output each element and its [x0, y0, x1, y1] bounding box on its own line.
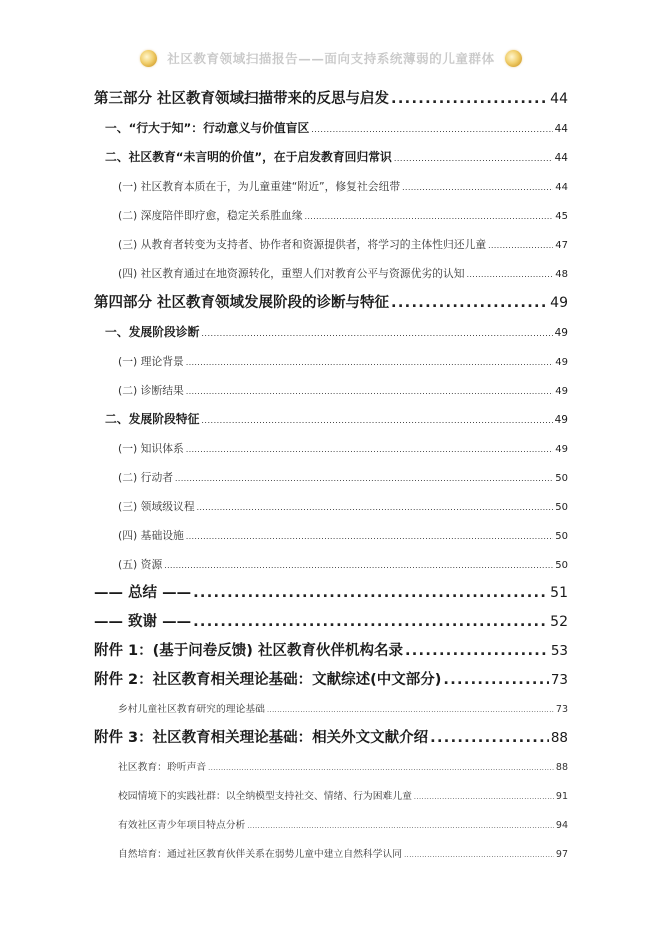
toc-entry[interactable]	[94, 347, 568, 376]
toc-entry[interactable]	[94, 666, 568, 695]
toc-entry[interactable]	[94, 840, 568, 869]
toc-dot-leader	[186, 348, 553, 377]
toc-page-number: 49	[555, 444, 568, 455]
toc-dot-leader	[402, 173, 553, 202]
toc-entry[interactable]	[94, 405, 568, 434]
table-of-contents	[94, 84, 568, 869]
toc-page-number: 88	[550, 730, 568, 746]
toc-entry-title: 二、发展阶段特征	[105, 412, 200, 426]
toc-entry-title: (三) 从教育者转变为支持者、协作者和资源提供者，将学习的主体性归还儿童	[118, 238, 487, 251]
toc-entry[interactable]	[94, 695, 568, 724]
running-header	[0, 44, 662, 72]
toc-entry[interactable]	[94, 782, 568, 811]
toc-dot-leader	[193, 579, 548, 608]
toc-entry-title: (一) 知识体系	[118, 442, 184, 455]
toc-entry-title: 第四部分 社区教育领域发展阶段的诊断与特征	[94, 295, 390, 311]
toc-entry-title: 一、“行大于知”：行动意义与价值盲区	[105, 121, 310, 135]
toc-dot-leader	[391, 288, 548, 318]
toc-dot-leader	[405, 637, 549, 666]
toc-dot-leader	[186, 435, 553, 464]
toc-entry[interactable]	[94, 172, 568, 201]
toc-page-number: 49	[555, 386, 568, 397]
toc-page-number: 44	[554, 152, 568, 164]
toc-entry-title: —— 致谢 ——	[94, 614, 192, 630]
toc-page-number: 44	[554, 123, 568, 135]
toc-entry[interactable]	[94, 579, 568, 608]
toc-entry[interactable]	[94, 376, 568, 405]
toc-dot-leader	[175, 464, 553, 493]
toc-entry[interactable]	[94, 230, 568, 259]
toc-page-number: 49	[550, 295, 568, 311]
toc-entry-title: 第三部分 社区教育领域扫描带来的反思与启发	[94, 91, 390, 107]
toc-dot-leader	[394, 144, 553, 173]
toc-entry[interactable]	[94, 521, 568, 550]
toc-entry[interactable]	[94, 492, 568, 521]
toc-entry-title: 附件 1：(基于问卷反馈) 社区教育伙伴机构名录	[94, 643, 403, 659]
toc-dot-leader	[208, 754, 554, 783]
toc-dot-leader	[305, 202, 554, 231]
toc-page-number: 53	[550, 643, 568, 659]
toc-dot-leader	[164, 551, 553, 580]
toc-page-number: 45	[555, 211, 568, 222]
toc-page-number: 52	[550, 614, 568, 630]
toc-dot-leader	[467, 260, 554, 289]
toc-page-number: 94	[555, 820, 568, 831]
toc-entry-title: 社区教育：聆听声音	[118, 762, 207, 773]
toc-dot-leader	[404, 841, 554, 870]
toc-entry[interactable]	[94, 434, 568, 463]
toc-page-number: 49	[554, 327, 568, 339]
toc-page-number: 91	[555, 791, 568, 802]
toc-dot-leader	[201, 319, 552, 348]
toc-entry-title: (二) 诊断结果	[118, 384, 184, 397]
toc-page-number: 97	[555, 849, 568, 860]
toc-entry[interactable]	[94, 288, 568, 318]
toc-entry[interactable]	[94, 811, 568, 840]
toc-entry[interactable]	[94, 753, 568, 782]
toc-dot-leader	[311, 115, 552, 144]
toc-dot-leader	[197, 493, 554, 522]
toc-entry-title: 二、社区教育“未言明的价值”，在于启发教育回归常识	[105, 150, 392, 164]
toc-entry-title: (三) 领域级议程	[118, 500, 195, 513]
toc-page-number: 50	[555, 531, 568, 542]
toc-dot-leader	[186, 522, 553, 551]
toc-entry-title: (一) 社区教育本质在于，为儿童重建“附近”，修复社会纽带	[118, 180, 401, 193]
toc-dot-leader	[430, 724, 549, 753]
toc-entry-title: 附件 2：社区教育相关理论基础：文献综述(中文部分)	[94, 672, 442, 688]
toc-entry-title: (五) 资源	[118, 558, 163, 571]
toc-dot-leader	[443, 666, 548, 695]
toc-page-number: 88	[555, 762, 568, 773]
toc-page-number: 44	[555, 182, 568, 193]
toc-entry[interactable]	[94, 724, 568, 753]
toc-entry[interactable]	[94, 259, 568, 288]
toc-entry[interactable]	[94, 143, 568, 172]
toc-entry[interactable]	[94, 463, 568, 492]
toc-page-number: 51	[550, 585, 568, 601]
toc-entry-title: 有效社区青少年项目特点分析	[118, 820, 246, 831]
toc-dot-leader	[391, 84, 548, 114]
gold-orb-icon	[140, 50, 157, 67]
toc-entry-title: 校园情境下的实践社群：以全纳模型支持社交、情绪、行为困难儿童	[118, 791, 412, 802]
toc-dot-leader	[201, 406, 552, 435]
toc-entry[interactable]	[94, 318, 568, 347]
toc-entry[interactable]	[94, 201, 568, 230]
toc-page-number: 50	[555, 502, 568, 513]
toc-entry-title: 自然培育：通过社区教育伙伴关系在弱势儿童中建立自然科学认同	[118, 849, 403, 860]
toc-entry[interactable]	[94, 84, 568, 114]
toc-entry-title: 乡村儿童社区教育研究的理论基础	[118, 704, 265, 715]
toc-entry-title: (二) 深度陪伴即疗愈，稳定关系胜血缘	[118, 209, 303, 222]
toc-dot-leader	[488, 231, 553, 260]
toc-entry-title: (二) 行动者	[118, 471, 174, 484]
toc-entry[interactable]	[94, 114, 568, 143]
toc-page-number: 50	[555, 560, 568, 571]
toc-page-number: 49	[555, 357, 568, 368]
toc-page-number: 48	[555, 269, 568, 280]
toc-entry-title: 附件 3：社区教育相关理论基础：相关外文文献介绍	[94, 730, 429, 746]
toc-dot-leader	[414, 783, 554, 812]
header-title: 社区教育领域扫描报告——面向支持系统薄弱的儿童群体	[167, 51, 495, 66]
toc-page-number: 50	[555, 473, 568, 484]
toc-dot-leader	[247, 812, 554, 841]
toc-page-number: 44	[550, 91, 568, 107]
toc-page-number: 49	[554, 414, 568, 426]
toc-entry-title: —— 总结 ——	[94, 585, 192, 601]
toc-page-number: 73	[550, 672, 568, 688]
gold-orb-icon	[505, 50, 522, 67]
toc-entry[interactable]	[94, 550, 568, 579]
toc-page-number: 73	[555, 704, 568, 715]
toc-dot-leader	[186, 377, 553, 406]
toc-entry-title: (四) 基础设施	[118, 529, 184, 542]
toc-entry-title: (一) 理论背景	[118, 355, 184, 368]
toc-dot-leader	[267, 696, 554, 725]
toc-entry-title: 一、发展阶段诊断	[105, 325, 200, 339]
toc-entry[interactable]	[94, 608, 568, 637]
toc-entry-title: (四) 社区教育通过在地资源转化，重塑人们对教育公平与资源优劣的认知	[118, 267, 465, 280]
toc-entry[interactable]	[94, 637, 568, 666]
toc-dot-leader	[193, 608, 548, 637]
toc-page-number: 47	[555, 240, 568, 251]
